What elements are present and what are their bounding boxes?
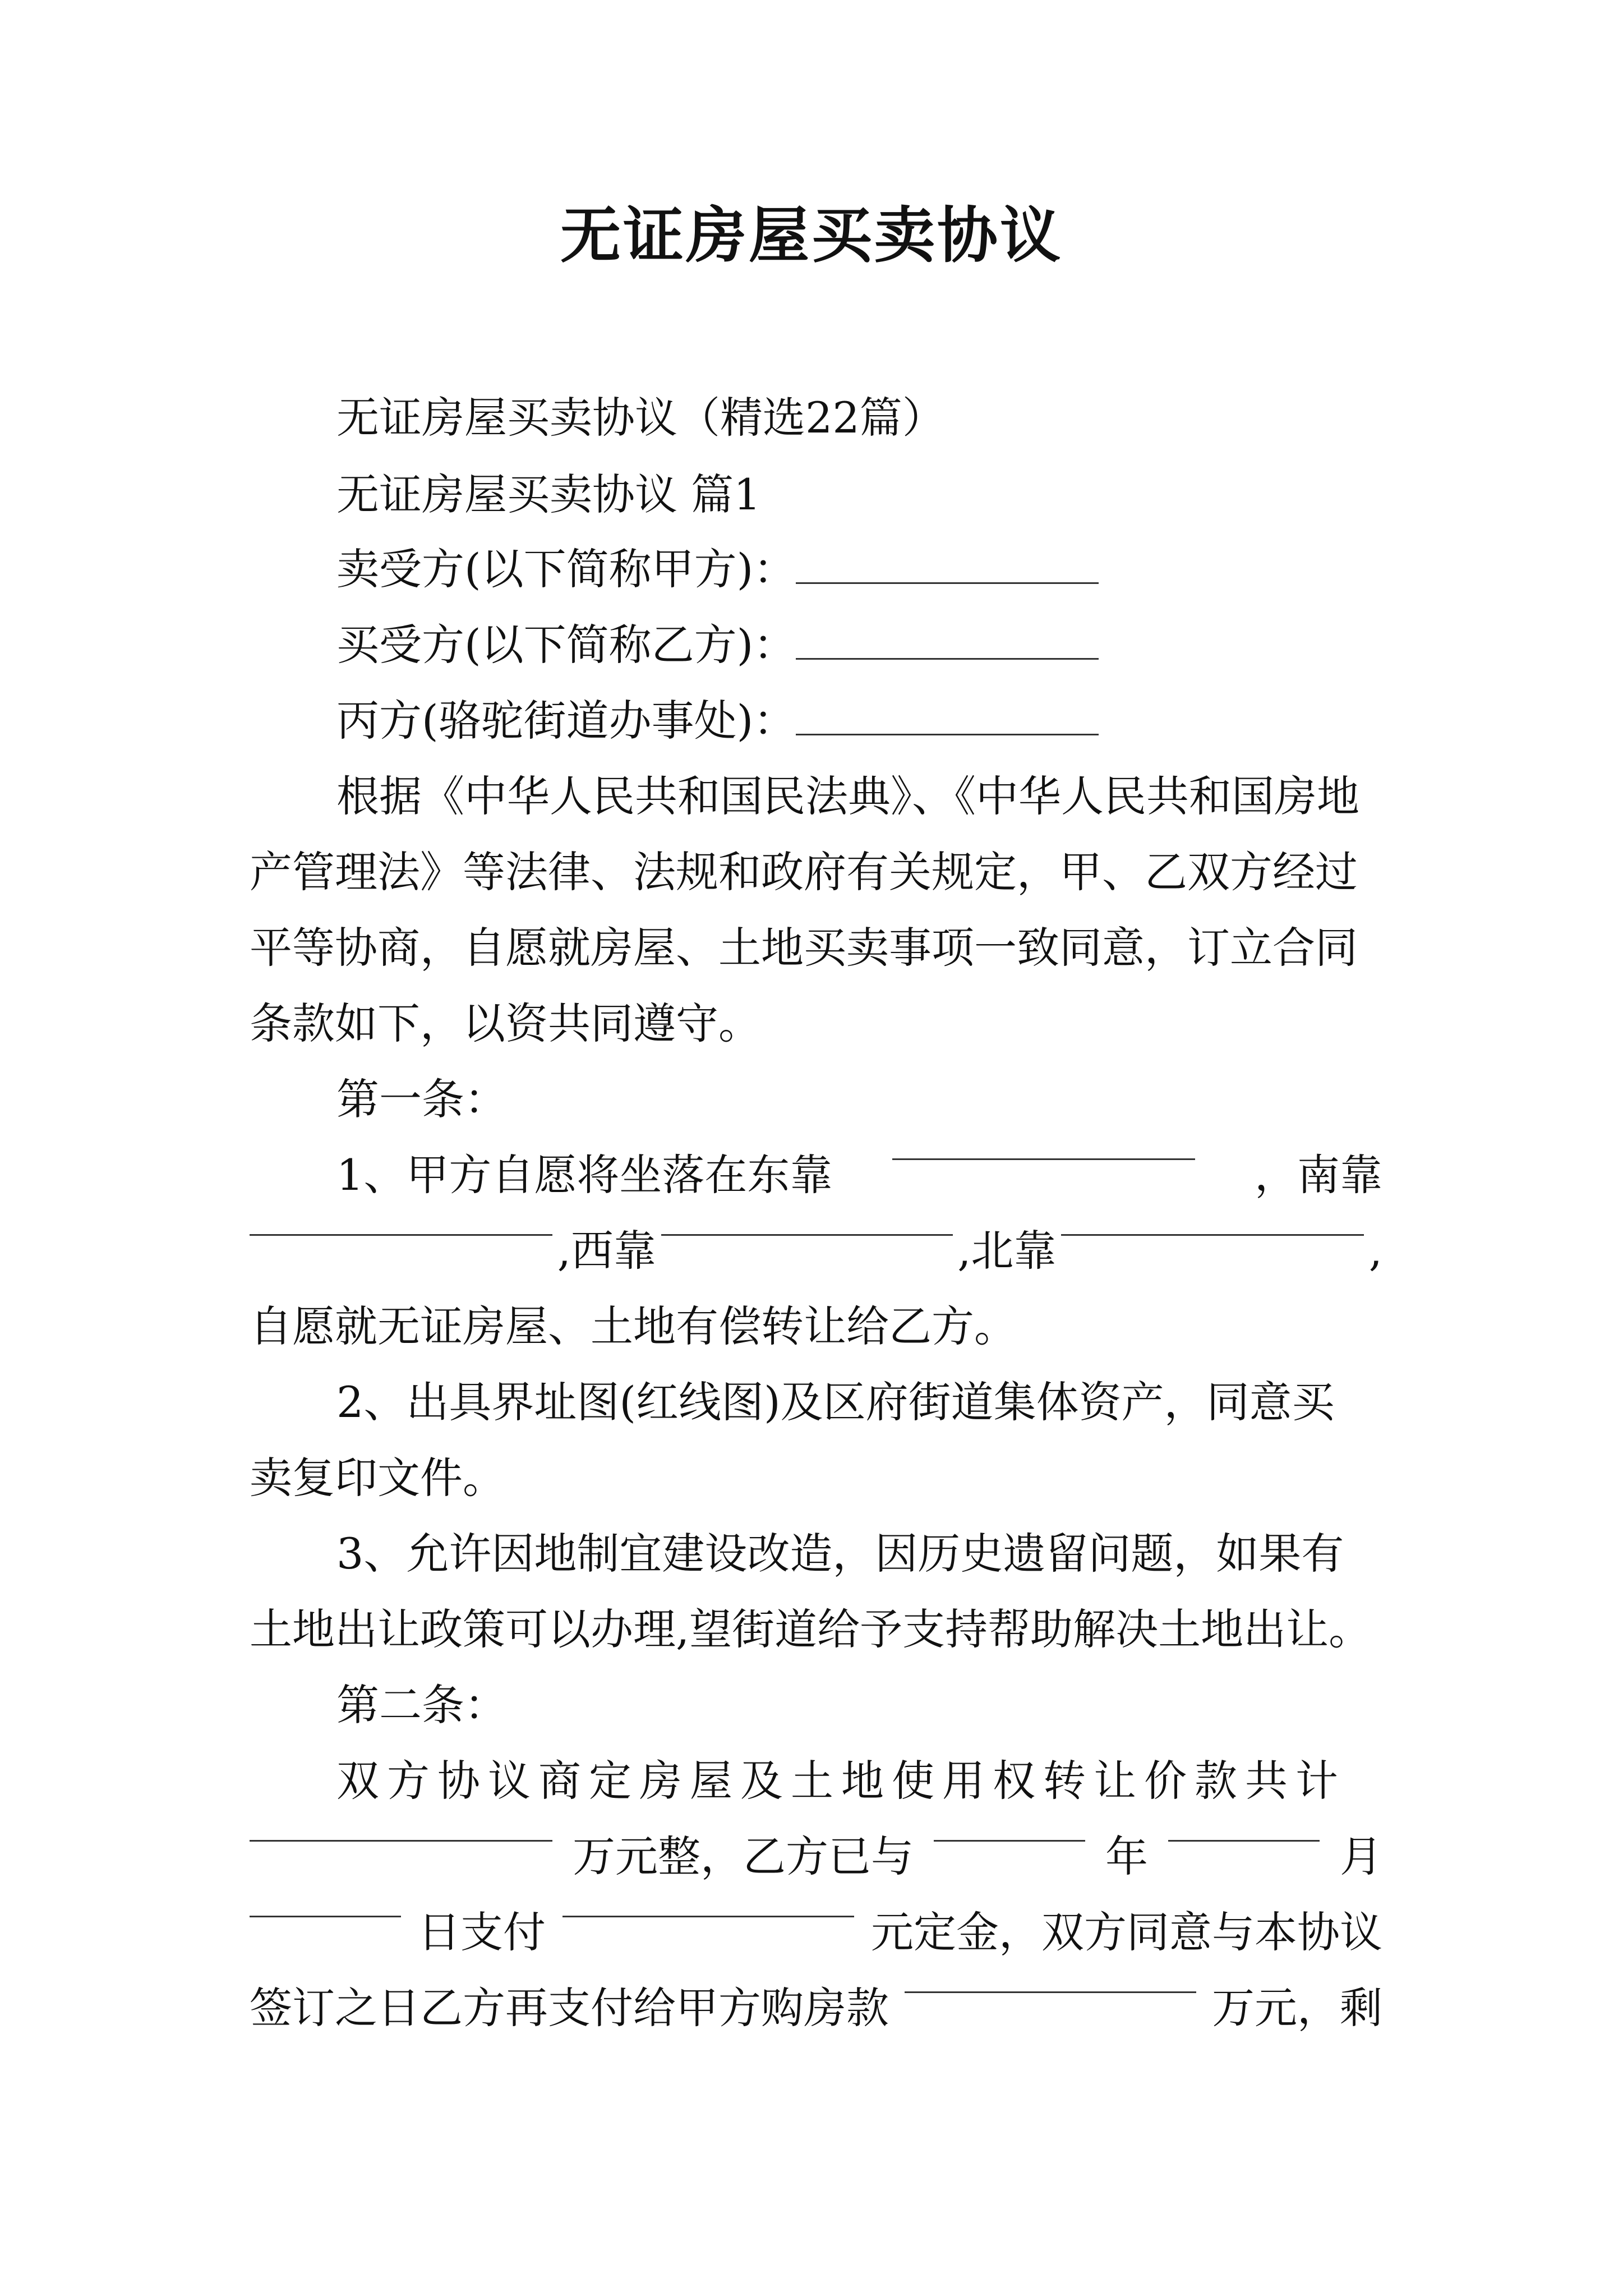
- article1-text: ，南靠: [1254, 1150, 1382, 1200]
- month-blank: [1168, 1829, 1320, 1842]
- article2-text: 签订之日乙方再支付给甲方购房款: [250, 1983, 889, 2033]
- day-blank: [250, 1904, 401, 1917]
- item3-line: 3、允许因地制宜建设改造，因历史遗留问题，如果有: [336, 1529, 1344, 1579]
- item2-line: 卖复印文件。: [250, 1453, 505, 1503]
- article1-heading: 第一条：: [336, 1074, 507, 1124]
- year-blank: [934, 1829, 1085, 1842]
- party-c-blank: [796, 723, 1099, 735]
- article1-line1: [336, 1147, 1382, 1203]
- party-a-line: [336, 541, 1382, 597]
- party-b-blank: [796, 647, 1099, 660]
- party-c-line: [336, 693, 1382, 749]
- preamble-line: 条款如下，以资共同遵守。: [250, 999, 761, 1048]
- article1-line2: [250, 1223, 1382, 1279]
- party-a-blank: [796, 571, 1099, 584]
- price-blank: [250, 1829, 552, 1842]
- year-label: 年: [1105, 1832, 1148, 1881]
- preamble-line: 产管理法》等法律、法规和政府有关规定，甲、乙双方经过: [250, 847, 1358, 897]
- party-c-label: 丙方(骆驼街道办事处)：: [336, 696, 796, 746]
- article2-text: 元定金，双方同意与本协议: [871, 1907, 1382, 1957]
- west-blank: [661, 1223, 953, 1236]
- article2-line1: 双方协议商定房屋及土地使用权转让价款共计: [336, 1756, 1346, 1806]
- article2-line4: [250, 1980, 1382, 2036]
- article2-text: 万元整，乙方已与: [573, 1832, 914, 1881]
- article2-line2: [250, 1829, 1382, 1885]
- party-b-label: 买受方(以下简称乙方)：: [336, 620, 796, 670]
- article2-line3: [250, 1904, 1382, 1961]
- payment-blank: [905, 1980, 1196, 1993]
- party-a-label: 卖受方(以下简称甲方)：: [336, 544, 796, 594]
- article1-text: 1、甲方自愿将坐落在东靠: [336, 1150, 833, 1200]
- section-heading: 无证房屋买卖协议 篇1: [336, 470, 761, 519]
- west-label: ,西靠: [557, 1226, 656, 1276]
- page-title: 无证房屋买卖协议: [560, 200, 1063, 271]
- article2-text: 万元，剩: [1212, 1983, 1382, 2033]
- item3-line: 土地出让政策可以办理,望街道给予支持帮助解决土地出让。: [250, 1604, 1372, 1654]
- article2-heading: 第二条：: [336, 1680, 507, 1730]
- preamble-line: 根据《中华人民共和国民法典》、《中华人民共和国房地: [336, 771, 1359, 821]
- article1-line3: 自愿就无证房屋、土地有偿转让给乙方。: [250, 1301, 1017, 1351]
- preamble-line: 平等协商，自愿就房屋、土地买卖事项一致同意，订立合同: [250, 923, 1358, 973]
- comma: ,: [1368, 1226, 1382, 1276]
- party-b-line: [336, 617, 1382, 673]
- east-blank: [892, 1147, 1195, 1160]
- deposit-blank: [562, 1904, 854, 1917]
- item2-line: 2、出具界址图(红线图)及区府街道集体资产，同意买: [336, 1377, 1335, 1427]
- article2-text: 日支付: [418, 1907, 546, 1957]
- month-label: 月: [1340, 1832, 1382, 1881]
- north-label: ,北靠: [957, 1226, 1057, 1276]
- north-blank: [1061, 1223, 1364, 1236]
- subtitle: 无证房屋买卖协议（精选22篇）: [336, 393, 945, 443]
- south-blank: [250, 1223, 552, 1236]
